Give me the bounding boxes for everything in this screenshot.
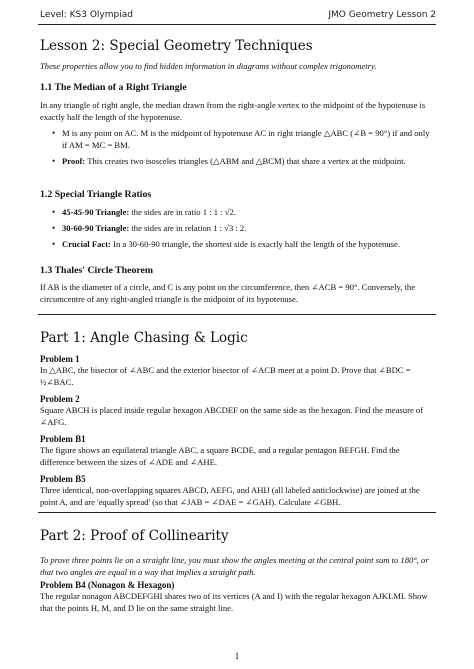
lesson-intro: These properties allow you to find hidden information in diagrams without complex trigonometry. [40, 61, 377, 71]
divider [38, 512, 436, 513]
lesson-title: Lesson 2: Special Geometry Techniques [40, 38, 313, 54]
part-1 [40, 330, 436, 508]
problem-2: Problem 2 Square ABCH is placed inside regular hexagon ABCDEF on the same side as the hexagon. Find the measure of ∠AFG. [40, 394, 424, 427]
bullet-item: • Crucial Fact: In a 30-60-90 triangle, the shortest side is exactly half the length of the hypotenuse. [62, 238, 436, 250]
section-1-1 [40, 82, 436, 171]
problem-b5: Problem B5 Three identical, non-overlapping squares ABCD, AEFG, and AHIJ (all labeled anticlockwise) are joined at the point A, and are 'equally spread' (so that ∠JAB = ∠DAE = ∠GAH). Calculate ∠GBH. [40, 474, 420, 507]
bullet-list [40, 127, 436, 167]
header-course: JMO Geometry Lesson 2 [328, 10, 436, 20]
bullet-item: • 45-45-90 Triangle: the sides are in ratio 1 : 1 : √2. [62, 206, 436, 218]
part-intro: To prove three points lie on a straight line, you must show the angles meeting at the central point sum to 180°, or that two angles are equal in a way that implies a straight path. [40, 555, 429, 577]
problem-b1: Problem B1 The figure shows an equilateral triangle ABC, a square BCDE, and a regular pentagon BEFGH. Find the difference between the sizes of ∠ADE and ∠AHE. [40, 434, 400, 467]
bullet-list [40, 206, 436, 250]
section-text: If AB is the diameter of a circle, and C is any point on the circumference, then ∠ACB = 90°. Conversely, the circumcentre of any right-angled triangle is the midpoint of its hypotenuse. [40, 282, 416, 304]
bullet-item: • Proof: This creates two isosceles triangles (△ABM and △BCM) that share a vertex at the midpoint. [62, 155, 436, 167]
part-title: Part 2: Proof of Collinearity [40, 528, 229, 544]
section-heading: 1.3 Thales' Circle Theorem [40, 265, 154, 276]
section-1-2 [40, 189, 436, 254]
part-title: Part 1: Angle Chasing & Logic [40, 330, 248, 346]
section-text: In any triangle of right angle, the median drawn from the right-angle vertex to the midpoint of the hypotenuse is exactly half the length of the hypotenuse. [40, 100, 426, 122]
bullet-item: • 30-60-90 Triangle: the sides are in relation 1 : √3 : 2. [62, 222, 436, 234]
section-1-3 [40, 265, 436, 305]
section-heading: 1.2 Special Triangle Ratios [40, 189, 152, 200]
part-2 [40, 528, 436, 614]
header-rule [38, 24, 436, 25]
divider [38, 314, 436, 315]
section-heading: 1.1 The Median of a Right Triangle [40, 82, 187, 93]
page-number: 1 [234, 651, 240, 661]
problem-1: Problem 1 In △ABC, the bisector of ∠ABC and the exterior bisector of ∠ACB meet at a point D. Prove that ∠BDC = ½∠BAC. [40, 354, 411, 387]
bullet-item: • M is any point on AC. M is the midpoint of hypotenuse AC in right triangle △ABC (∠B = 90°) if and only if AM = MC = BM. [62, 127, 436, 151]
problem-b4: Problem B4 (Nonagon & Hexagon) The regular nonagon ABCDEFGHI shares two of its vertices (A and I) with the regular hexagon AJKLMI. Show that the points H, M, and D lie on the same straight line. [40, 580, 428, 613]
lesson-title-block [40, 38, 436, 54]
header-level: Level: KS3 Olympiad [40, 10, 133, 20]
